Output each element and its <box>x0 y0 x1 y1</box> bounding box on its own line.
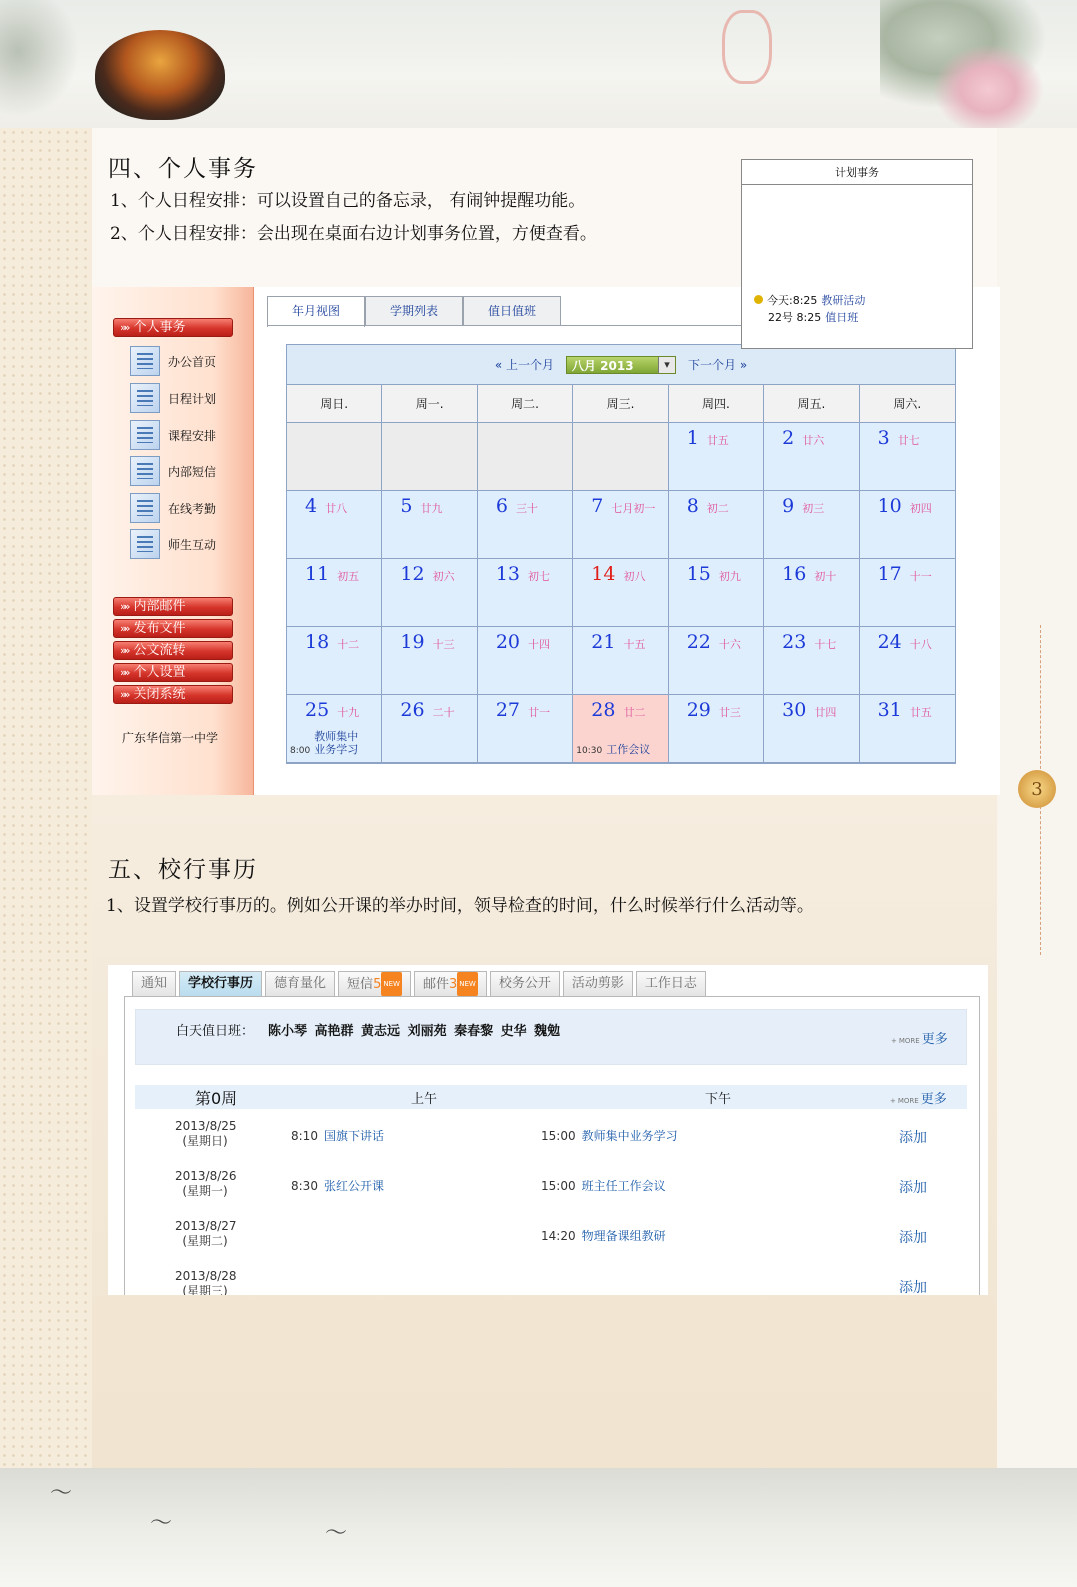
weekday-header: 周三. <box>573 385 668 423</box>
calendar-event[interactable] <box>290 730 358 756</box>
calendar-empty-cell <box>287 423 382 491</box>
day-number: 3 <box>877 427 890 449</box>
tab-school-4[interactable] <box>414 971 487 996</box>
tab-label: 活动剪影 <box>571 976 624 991</box>
weekday-header: 周日. <box>287 385 382 423</box>
school-name: 广东华信第一中学 <box>122 731 219 745</box>
day-number: 7 <box>591 495 604 517</box>
calendar-day-cell[interactable] <box>764 423 859 491</box>
pm-event <box>541 1177 666 1194</box>
planned-affairs-widget <box>741 159 973 349</box>
course-icon <box>130 420 160 450</box>
lunar-date: 初三 <box>802 502 825 515</box>
day-number: 16 <box>782 563 807 585</box>
tea-cup-image <box>95 30 225 120</box>
sidebar-button-label: 个人设置 <box>133 665 186 680</box>
calendar-day-cell[interactable] <box>860 423 955 491</box>
lunar-date: 初二 <box>706 502 729 515</box>
lunar-date: 廿六 <box>802 434 825 447</box>
calendar-day-cell[interactable] <box>478 491 573 559</box>
calendar-day-cell[interactable] <box>287 559 382 627</box>
lunar-date: 初五 <box>337 570 360 583</box>
office-home-icon <box>130 346 160 376</box>
calendar-day-cell[interactable] <box>669 423 764 491</box>
attendance-icon <box>130 493 160 523</box>
plus-icon: + <box>890 1097 896 1105</box>
add-button[interactable]: 添加 <box>899 1130 927 1146</box>
duty-box <box>135 1009 967 1065</box>
row-date <box>175 1219 235 1249</box>
row-date <box>175 1269 235 1295</box>
more-label: 更多 <box>920 1092 947 1107</box>
event-link[interactable]: 国旗下讲话 <box>323 1129 384 1143</box>
double-chevron-icon: »» <box>120 666 128 679</box>
calendar-day-cell[interactable] <box>382 491 477 559</box>
section-5-title: 五、校行事历 <box>108 857 258 883</box>
plan-link[interactable]: 值日班 <box>825 311 859 324</box>
month-calendar <box>286 344 956 764</box>
bird-icon: 〜 <box>50 1481 73 1506</box>
calendar-day-cell[interactable] <box>860 559 955 627</box>
calendar-day-cell[interactable] <box>287 491 382 559</box>
day-number: 19 <box>400 631 425 653</box>
sidebar-button-publish[interactable] <box>113 619 233 638</box>
lunar-date: 廿九 <box>420 502 443 515</box>
school-calendar-screenshot <box>108 965 988 1295</box>
calendar-day-cell[interactable] <box>764 627 859 695</box>
header-banner <box>0 0 1077 128</box>
calendar-day-cell[interactable] <box>382 627 477 695</box>
calendar-day-cell[interactable] <box>669 559 764 627</box>
calendar-day-cell[interactable] <box>764 695 859 763</box>
am-event <box>291 1177 384 1194</box>
sidebar-button-personal[interactable] <box>113 318 233 337</box>
calendar-day-cell[interactable] <box>287 695 382 763</box>
date-text: 2013/8/25 <box>175 1119 237 1133</box>
day-number: 21 <box>591 631 616 653</box>
sidebar-item-interaction[interactable] <box>130 528 250 560</box>
lunar-date: 初七 <box>528 570 551 583</box>
tab-school-1[interactable] <box>179 971 262 996</box>
event-time: 8:10 <box>291 1129 318 1143</box>
row-date <box>175 1119 235 1149</box>
day-number: 4 <box>305 495 318 517</box>
footer-banner <box>0 1468 1077 1587</box>
weekday-text: (星期日) <box>182 1134 228 1148</box>
tab-school-3[interactable] <box>338 971 411 996</box>
schedule-row <box>135 1167 967 1215</box>
plan-time: 今天:8:25 <box>767 294 818 307</box>
tab-label: 德育量化 <box>274 976 327 991</box>
date-text: 2013/8/28 <box>175 1269 237 1283</box>
row-date <box>175 1169 235 1199</box>
calendar-day-cell[interactable] <box>860 491 955 559</box>
day-number: 24 <box>877 631 902 653</box>
sidebar-button-label: 发布文件 <box>133 621 186 636</box>
tab-count: 3 <box>448 977 458 992</box>
sidebar-item-label: 办公首页 <box>168 354 217 369</box>
calendar-day-cell[interactable] <box>669 695 764 763</box>
day-number: 23 <box>782 631 807 653</box>
new-badge: NEW <box>381 972 402 996</box>
day-number: 18 <box>305 631 330 653</box>
plan-link[interactable]: 教研活动 <box>821 294 866 307</box>
lunar-date: 初八 <box>623 570 646 583</box>
date-text: 2013/8/26 <box>175 1169 237 1183</box>
weekday-text: (星期二) <box>182 1234 228 1248</box>
calendar-day-cell[interactable] <box>478 559 573 627</box>
schedule-row <box>135 1267 967 1295</box>
lunar-date: 十八 <box>909 638 932 651</box>
add-button[interactable]: 添加 <box>899 1180 927 1196</box>
double-chevron-icon: »» <box>120 321 128 334</box>
calendar-day-cell[interactable] <box>573 695 668 763</box>
more-label: 更多 <box>921 1032 948 1047</box>
add-button[interactable]: 添加 <box>899 1230 927 1246</box>
event-time: 8:30 <box>291 1179 318 1193</box>
tab-school-0[interactable] <box>132 971 176 996</box>
sidebar-button-documents[interactable] <box>113 641 233 660</box>
lunar-date: 廿一 <box>528 706 551 719</box>
sidebar-button-label: 关闭系统 <box>133 687 186 702</box>
calendar-empty-cell <box>478 423 573 491</box>
calendar-day-cell[interactable] <box>860 695 955 763</box>
lunar-date: 廿五 <box>706 434 729 447</box>
lotus-image <box>880 0 1077 128</box>
school-calendar-panel <box>124 996 980 1295</box>
tab-label: 通知 <box>141 976 168 991</box>
tab-school-2[interactable] <box>265 971 335 996</box>
lunar-date: 廿四 <box>814 706 837 719</box>
plan-item <box>768 309 858 325</box>
page-number-badge <box>1018 770 1056 808</box>
calendar-day-cell[interactable] <box>478 695 573 763</box>
calendar-day-cell[interactable] <box>478 627 573 695</box>
lunar-date: 十六 <box>718 638 741 651</box>
date-text: 2013/8/27 <box>175 1219 237 1233</box>
page-number: 3 <box>1031 778 1043 800</box>
tab-label: 工作日志 <box>644 976 697 991</box>
sidebar <box>92 287 254 795</box>
schedule-icon <box>130 383 160 413</box>
weekday-header: 周一. <box>382 385 477 423</box>
plan-time: 22号 8:25 <box>768 311 822 324</box>
more-link[interactable] <box>891 1028 948 1047</box>
day-number: 11 <box>305 563 330 585</box>
left-dotted-border <box>0 128 92 1468</box>
double-chevron-icon: »» <box>120 622 128 635</box>
seal-decoration <box>722 10 772 84</box>
day-number: 6 <box>495 495 508 517</box>
duty-label: 白天值日班： <box>176 1024 255 1039</box>
calendar-nav <box>287 345 955 385</box>
add-button[interactable]: 添加 <box>899 1280 927 1295</box>
day-number: 17 <box>877 563 902 585</box>
calendar-empty-cell <box>573 423 668 491</box>
day-number: 27 <box>495 699 521 721</box>
sidebar-button-mail[interactable] <box>113 597 233 616</box>
tab-label: 学校行事历 <box>188 976 254 991</box>
lunar-date: 七月初一 <box>611 502 656 515</box>
day-number: 25 <box>305 699 330 721</box>
weekday-header: 周五. <box>764 385 859 423</box>
lunar-date: 十三 <box>432 638 455 651</box>
tab-school-7[interactable] <box>636 971 706 996</box>
new-badge: NEW <box>457 972 478 996</box>
week-label: 第0周 <box>195 1089 238 1108</box>
bird-icon: 〜 <box>150 1511 173 1536</box>
lunar-date: 初十 <box>814 570 837 583</box>
sidebar-button-settings[interactable] <box>113 663 233 682</box>
sidebar-button-label: 公文流转 <box>133 643 186 658</box>
weekday-header: 周六. <box>860 385 955 423</box>
more-small-label: MORE <box>898 1037 920 1045</box>
section-4-item-2: 2、个人日程安排：会出现在桌面右边计划事务位置，方便查看。 <box>110 224 597 244</box>
moon-icon <box>754 295 763 304</box>
lunar-date: 廿七 <box>897 434 920 447</box>
interaction-icon <box>130 529 160 559</box>
weekday-text: (星期三) <box>182 1284 228 1295</box>
calendar-day-cell[interactable] <box>669 627 764 695</box>
sidebar-item-schedule[interactable] <box>130 382 250 414</box>
event-title: 工作会议 <box>606 743 651 756</box>
event-link[interactable]: 张红公开课 <box>323 1179 384 1193</box>
calendar-day-cell[interactable] <box>860 627 955 695</box>
section-5-item-1: 1、设置学校行事历的。例如公开课的举办时间，领导检查的时间，什么时候举行什么活动等。 <box>106 896 814 916</box>
calendar-event[interactable] <box>576 743 650 756</box>
sidebar-item-label: 日程计划 <box>168 391 217 406</box>
sidebar-item-label: 内部短信 <box>168 464 217 479</box>
day-number: 29 <box>686 699 711 721</box>
weekday-header: 周二. <box>478 385 573 423</box>
pm-header: 下午 <box>705 1092 732 1107</box>
pm-event <box>541 1227 666 1244</box>
lunar-date: 十九 <box>337 706 360 719</box>
tab-duty[interactable]: 值日值班 <box>463 296 561 326</box>
sidebar-item-attendance[interactable] <box>130 492 250 524</box>
day-number: 5 <box>400 495 413 517</box>
lunar-date: 十七 <box>814 638 837 651</box>
day-number: 12 <box>400 563 425 585</box>
message-icon <box>130 456 160 486</box>
tab-school-5[interactable] <box>490 971 560 996</box>
section-4-title: 四、个人事务 <box>108 156 258 182</box>
event-time: 10:30 <box>576 746 603 756</box>
calendar-tabs <box>267 296 561 326</box>
calendar-day-cell[interactable] <box>764 491 859 559</box>
day-number: 20 <box>495 631 521 653</box>
tab-month-view[interactable]: 年月视图 <box>267 296 365 327</box>
sidebar-item-internal-sms[interactable] <box>130 455 250 487</box>
double-chevron-icon: »» <box>120 600 128 613</box>
event-time: 14:20 <box>541 1229 576 1243</box>
day-number: 15 <box>686 563 711 585</box>
day-number: 22 <box>686 631 711 653</box>
double-chevron-icon: »» <box>120 688 128 701</box>
day-number: 31 <box>877 699 902 721</box>
duty-names: 陈小琴 高艳群 黄志远 刘丽苑 秦春黎 史华 魏勉 <box>268 1024 561 1039</box>
week-header <box>135 1085 967 1109</box>
sidebar-button-label: 个人事务 <box>133 320 186 335</box>
sidebar-button-close[interactable] <box>113 685 233 704</box>
calendar-empty-cell <box>382 423 477 491</box>
lunar-date: 初九 <box>718 570 741 583</box>
sidebar-item-label: 师生互动 <box>168 537 217 552</box>
calendar-day-cell[interactable] <box>669 491 764 559</box>
am-header: 上午 <box>411 1092 438 1107</box>
event-title: 教师集中 业务学习 <box>314 730 359 756</box>
lunar-date: 十二 <box>337 638 360 651</box>
event-time: 15:00 <box>541 1129 576 1143</box>
sidebar-button-label: 内部邮件 <box>133 599 186 614</box>
lunar-date: 三十 <box>515 502 538 515</box>
branch-decoration <box>0 0 90 128</box>
lunar-date: 初四 <box>909 502 932 515</box>
weekday-header: 周四. <box>669 385 764 423</box>
bird-icon: 〜 <box>325 1521 348 1546</box>
calendar-day-cell[interactable] <box>382 559 477 627</box>
sidebar-item-label: 在线考勤 <box>168 501 217 516</box>
day-number: 1 <box>686 427 699 449</box>
schedule-row <box>135 1217 967 1265</box>
double-chevron-icon: »» <box>120 644 128 657</box>
event-time: 15:00 <box>541 1179 576 1193</box>
day-number: 9 <box>782 495 795 517</box>
weekday-text: (星期一) <box>182 1184 228 1198</box>
tab-label: 校务公开 <box>498 976 551 991</box>
day-number: 10 <box>877 495 902 517</box>
calendar-screenshot <box>92 287 1000 795</box>
day-number: 14 <box>591 563 616 585</box>
event-link[interactable]: 班主任工作会议 <box>581 1179 666 1193</box>
plan-item <box>754 292 865 308</box>
month-select[interactable]: 八月 2013 ▾ <box>566 356 676 374</box>
sidebar-item-label: 课程安排 <box>168 428 217 443</box>
tab-semester-list[interactable]: 学期列表 <box>365 296 463 326</box>
event-time: 8:00 <box>290 746 311 756</box>
plus-icon: + <box>891 1037 897 1045</box>
more-small-label: MORE <box>897 1097 919 1105</box>
lunar-date: 廿二 <box>623 706 646 719</box>
calendar-day-cell[interactable] <box>573 559 668 627</box>
day-number: 28 <box>591 699 616 721</box>
calendar-day-cell[interactable] <box>287 627 382 695</box>
prev-month-link[interactable]: « 上一个月 <box>494 358 554 372</box>
sidebar-item-office-home[interactable] <box>130 345 250 377</box>
pm-event <box>541 1127 678 1144</box>
day-number: 26 <box>400 699 425 721</box>
school-tabs <box>132 971 709 996</box>
schedule-row <box>135 1117 967 1165</box>
calendar-day-cell[interactable] <box>764 559 859 627</box>
event-link[interactable]: 教师集中业务学习 <box>581 1129 678 1143</box>
lunar-date: 二十 <box>432 706 455 719</box>
tab-count: 5 <box>373 977 382 992</box>
more-link[interactable] <box>890 1088 947 1107</box>
lunar-date: 十一 <box>909 570 932 583</box>
tab-label: 邮件 <box>422 977 449 992</box>
tab-label: 短信 <box>347 977 374 992</box>
lunar-date: 廿八 <box>325 502 348 515</box>
event-link[interactable]: 物理备课组教研 <box>581 1229 666 1243</box>
am-event <box>291 1127 384 1144</box>
lunar-date: 十五 <box>623 638 646 651</box>
day-number: 30 <box>782 699 807 721</box>
tab-school-6[interactable] <box>563 971 633 996</box>
lunar-date: 十四 <box>528 638 551 651</box>
calendar-day-cell[interactable] <box>573 491 668 559</box>
day-number: 13 <box>495 563 521 585</box>
calendar-grid <box>287 385 955 763</box>
sidebar-item-courses[interactable] <box>130 419 250 451</box>
widget-title: 计划事务 <box>742 160 972 185</box>
next-month-link[interactable]: 下一个月 » <box>688 358 748 372</box>
lunar-date: 廿三 <box>718 706 741 719</box>
day-number: 8 <box>686 495 699 517</box>
lunar-date: 廿五 <box>909 706 932 719</box>
section-4-item-1: 1、个人日程安排：可以设置自己的备忘录， 有闹钟提醒功能。 <box>110 191 586 211</box>
day-number: 2 <box>782 427 795 449</box>
calendar-day-cell[interactable] <box>573 627 668 695</box>
calendar-day-cell[interactable] <box>382 695 477 763</box>
lunar-date: 初六 <box>432 570 455 583</box>
